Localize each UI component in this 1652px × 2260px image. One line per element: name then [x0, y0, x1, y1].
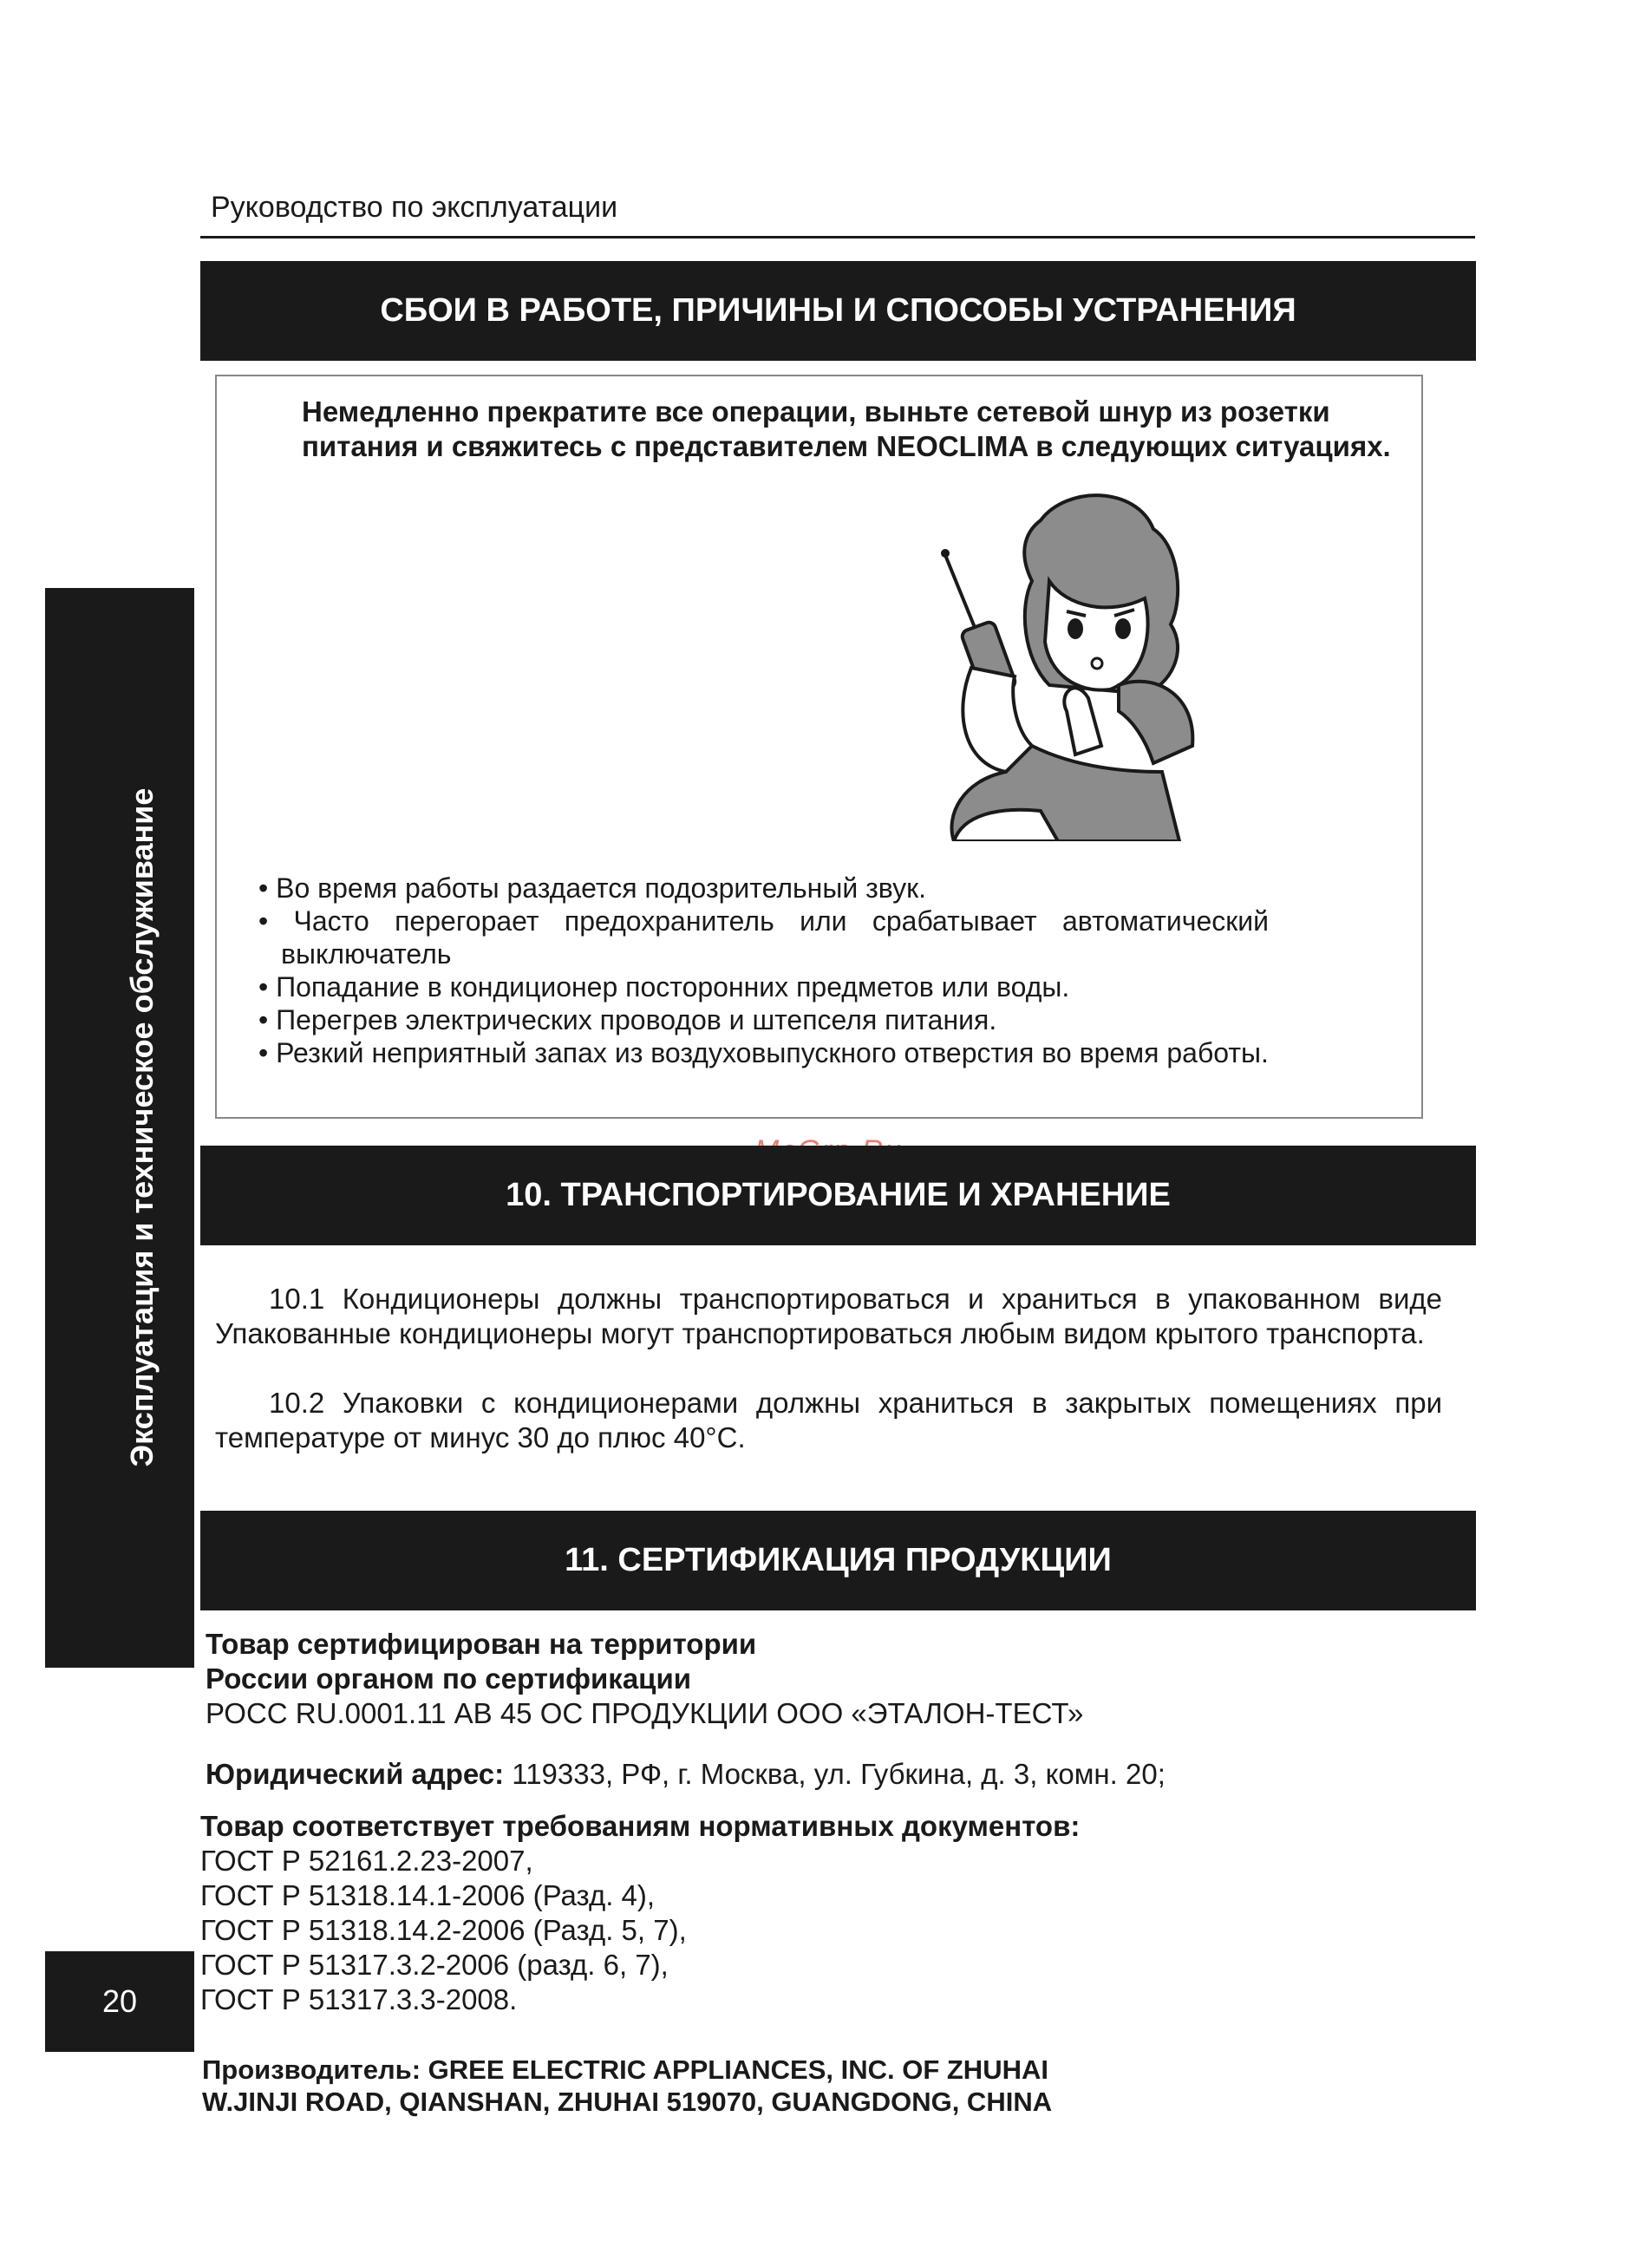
phone-call-illustration	[937, 486, 1197, 841]
standard-item: ГОСТ Р 51317.3.2-2006 (разд. 6, 7),	[200, 1949, 669, 1981]
standards-title: Товар соответствует требованиям нормативных документов:	[200, 1810, 1081, 1842]
cert-body: РОСС RU.0001.11 АВ 45 ОС ПРОДУКЦИИ ООО «ЭТАЛОН-ТЕСТ»	[206, 1697, 1084, 1729]
header-rule	[200, 236, 1475, 238]
standard-item: ГОСТ Р 52161.2.23-2007,	[200, 1845, 533, 1877]
manufacturer-line-2: W.JINJI ROAD, QIANSHAN, ZHUHAI 519070, GUANGDONG, CHINA	[202, 2087, 1053, 2117]
girl-phone-illustration	[937, 486, 1197, 841]
certification-section-title: 11. СЕРТИФИКАЦИЯ ПРОДУКЦИИ	[200, 1511, 1476, 1610]
transport-section-title: 10. ТРАНСПОРТИРОВАНИЕ И ХРАНЕНИЕ	[200, 1146, 1476, 1245]
faults-section-title: СБОИ В РАБОТЕ, ПРИЧИНЫ И СПОСОБЫ УСТРАНЕНИЯ	[200, 261, 1476, 361]
list-item: • Перегрев электрических проводов и штепселя питания.	[258, 1003, 1269, 1036]
side-tab-label: Эксплуатация и техническое обслуживание	[124, 787, 160, 1467]
list-item: • Часто перегорает предохранитель или срабатывает автоматический выключатель	[258, 905, 1269, 970]
list-item: • Резкий неприятный запах из воздуховыпускного отверстия во время работы.	[258, 1036, 1269, 1069]
standard-item: ГОСТ Р 51318.14.2-2006 (Разд. 5, 7),	[200, 1914, 687, 1946]
manufacturer-line-1: Производитель: GREE ELECTRIC APPLIANCES, INC. OF ZHUHAI	[202, 2054, 1048, 2085]
faults-list	[258, 872, 1269, 1069]
list-item: • Попадание в кондиционер посторонних предметов или воды.	[258, 970, 1269, 1003]
standard-item: ГОСТ Р 51318.14.1-2006 (Разд. 4),	[200, 1879, 656, 1911]
standards-list	[200, 1844, 687, 2017]
standard-item: ГОСТ Р 51317.3.3-2008.	[200, 1983, 518, 2015]
cert-line-1: Товар сертифицирован на территории	[206, 1628, 757, 1660]
warning-text: Немедленно прекратите все операции, выньте сетевой шнур из розетки питания и свяжитесь с представителем NEOCLIMA в следующих ситуациях.	[302, 395, 1391, 462]
cert-line-2: России органом по сертификации	[206, 1662, 692, 1695]
page-number: 20	[45, 1951, 194, 2052]
transport-paragraph-1: 10.1 Кондиционеры должны транспортироваться и храниться в упакованном виде Упакованные кондиционеры могут транспортироваться любым видом крытого транспорта.	[215, 1283, 1442, 1349]
address-label: Юридический адрес:	[206, 1758, 505, 1790]
list-item: • Во время работы раздается подозрительный звук.	[258, 872, 1269, 905]
transport-paragraph-2: 10.2 Упаковки с кондиционерами должны храниться в закрытых помещениях при температуре от минус 30 до плюс 40°С.	[215, 1387, 1442, 1453]
legal-address	[206, 1757, 1166, 1792]
header-title: Руководство по эксплуатации	[211, 191, 618, 224]
address-value: 119333, РФ, г. Москва, ул. Губкина, д. 3, комн. 20;	[504, 1758, 1166, 1790]
manufacturer	[202, 2054, 1052, 2118]
side-tab	[45, 588, 194, 1668]
